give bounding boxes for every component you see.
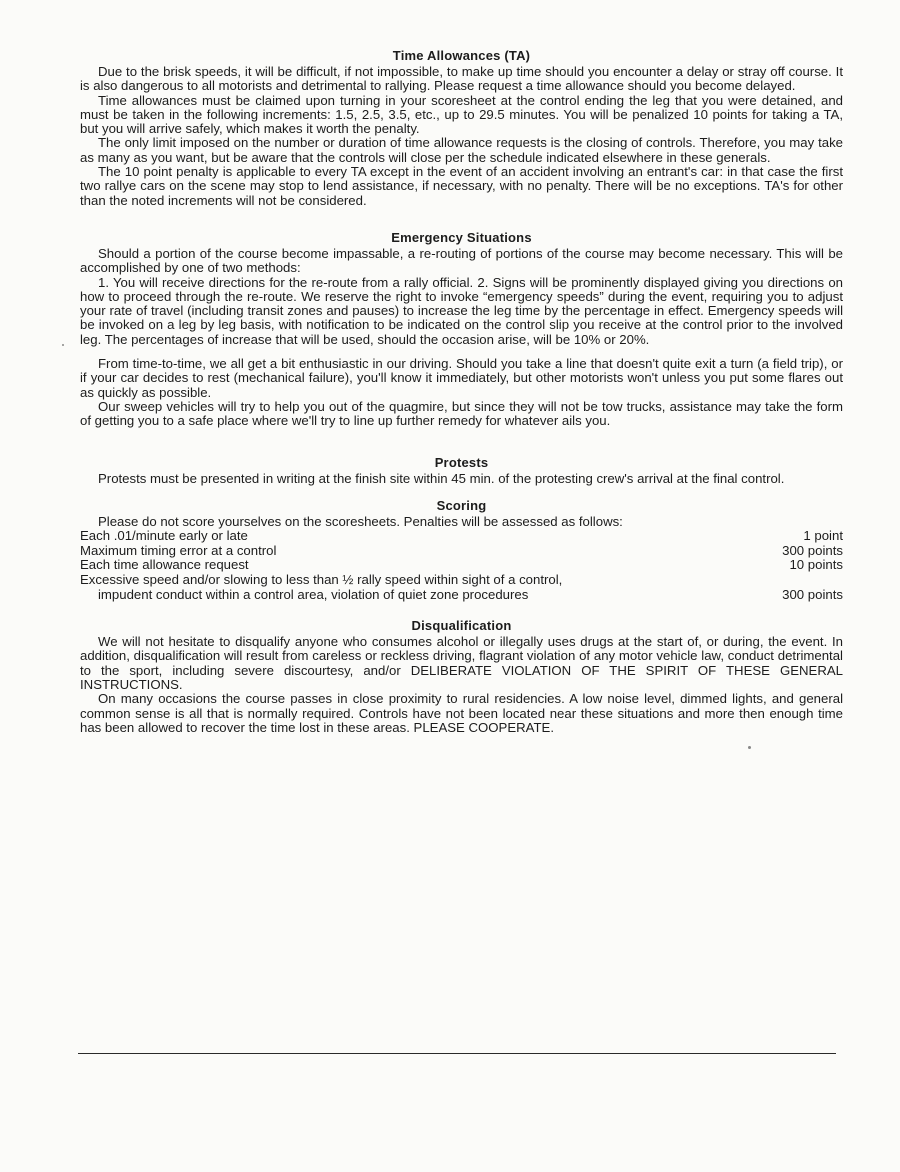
paragraph: Time allowances must be claimed upon turning in your scoresheet at the control ending the leg that you were detained, and must be taken in the following increments: 1.5, 2.5, 3.5, etc., up to 29.5 minutes. You will be penalized 10 points for taking a TA, but you will arrive safely, which makes it worth the penalty.	[80, 92, 843, 137]
scan-speck	[62, 344, 64, 346]
scoring-section	[80, 498, 843, 602]
penalty-row	[80, 588, 843, 603]
penalty-row	[80, 573, 843, 588]
paragraph: 1. You will receive directions for the re-route from a rally official. 2. Signs will be prominently displayed giving you directions on how to proceed through the re-route. We reserve the right to invoke “emergency speeds” during the event, requiring you to adjust your rate of travel (including transit zones and pauses) to increase the leg time by the percentage in effect. Emergency speeds will be invoked on a leg by leg basis, with notification to be indicated on the control slip you receive at the control prior to the involved leg. The percentages of increase that will be used, should the occasion arise, will be 10% or 20%.	[80, 274, 843, 347]
paragraph: On many occasions the course passes in close proximity to rural residencies. A low noise level, dimmed lights, and general common sense is all that is normally required. Controls have not been located near these situations and more then enough time has been allowed to recover the time lost in these areas. PLEASE COOPERATE.	[80, 691, 843, 735]
paragraph: We will not hesitate to disqualify anyone who consumes alcohol or illegally uses drugs at the start of, or during, the event. In addition, disqualification will result from careless or reckless driving, flagrant violation of any motor vehicle law, conduct detrimental to the sport, including severe discourtesy, and/or DELIBERATE VIOLATION OF THE SPIRIT OF THESE GENERAL INSTRUCTIONS.	[80, 634, 843, 692]
penalty-description: Excessive speed and/or slowing to less than ½ rally speed within sight of a control,	[80, 571, 563, 587]
penalty-row	[80, 558, 843, 573]
penalty-row	[80, 529, 843, 544]
section-title-emergency-situations: Emergency Situations	[391, 229, 532, 245]
paragraph: Protests must be presented in writing at the finish site within 45 min. of the protesting crew's arrival at the final control.	[98, 470, 785, 486]
paragraph: Our sweep vehicles will try to help you out of the quagmire, but since they will not be tow trucks, assistance may take the form of getting you to a safe place where we'll try to line up further remedy for whatever ails you.	[80, 398, 843, 429]
penalty-points: 10 points	[789, 557, 843, 573]
section-title-disqualification: Disqualification	[411, 618, 512, 634]
paragraph: Should a portion of the course become impassable, a re-routing of portions of the course may become necessary. This will be accomplished by one of two methods:	[80, 245, 843, 276]
penalty-points: 300 points	[782, 542, 843, 558]
paragraph: Due to the brisk speeds, it will be difficult, if not impossible, to make up time should you encounter a delay or stray off course. It is also dangerous to all motorists and detrimental to rallying. Please request a time allowance should you become delayed.	[80, 64, 843, 94]
disqualification-section	[80, 618, 843, 735]
time-allowances-section	[80, 48, 843, 208]
section-title-scoring: Scoring	[436, 497, 487, 513]
penalty-description: Maximum timing error at a control	[80, 542, 277, 558]
penalty-points: 300 points	[782, 586, 843, 602]
section-title-protests: Protests	[434, 454, 489, 470]
protests-section	[80, 455, 843, 486]
penalty-points: 1 point	[803, 528, 843, 544]
paragraph: The 10 point penalty is applicable to every TA except in the event of an accident involving an entrant's car: in that case the first two rallye cars on the scene may stop to lend assistance, if necessary, with no penalty. There will be no exceptions. TA's for other than the noted increments will not be considered.	[80, 164, 843, 208]
penalty-description: Each .01/minute early or late	[80, 528, 248, 544]
emergency-situations-section	[80, 230, 843, 429]
scan-speck	[748, 746, 751, 749]
penalty-description: impudent conduct within a control area, violation of quiet zone procedures	[98, 586, 529, 602]
document-page	[80, 48, 843, 757]
penalty-description: Each time allowance request	[80, 557, 249, 573]
paragraph: From time-to-time, we all get a bit enthusiastic in our driving. Should you take a line that doesn't quite exit a turn (a field trip), or if your car decides to rest (mechanical failure), you'll know it immediately, but other motorists won't unless you put some flares out as quickly as possible.	[80, 356, 843, 400]
scoring-intro: Please do not score yourselves on the scoresheets. Penalties will be assessed as follows:	[98, 513, 623, 529]
paragraph: The only limit imposed on the number or duration of time allowance requests is the closing of controls. Therefore, you may take as many as you want, but be aware that the controls will close per the schedule indicated elsewhere in these generals.	[80, 135, 843, 165]
bottom-divider	[78, 1053, 836, 1054]
section-title-time-allowances: Time Allowances (TA)	[392, 48, 531, 63]
penalty-row	[80, 544, 843, 559]
